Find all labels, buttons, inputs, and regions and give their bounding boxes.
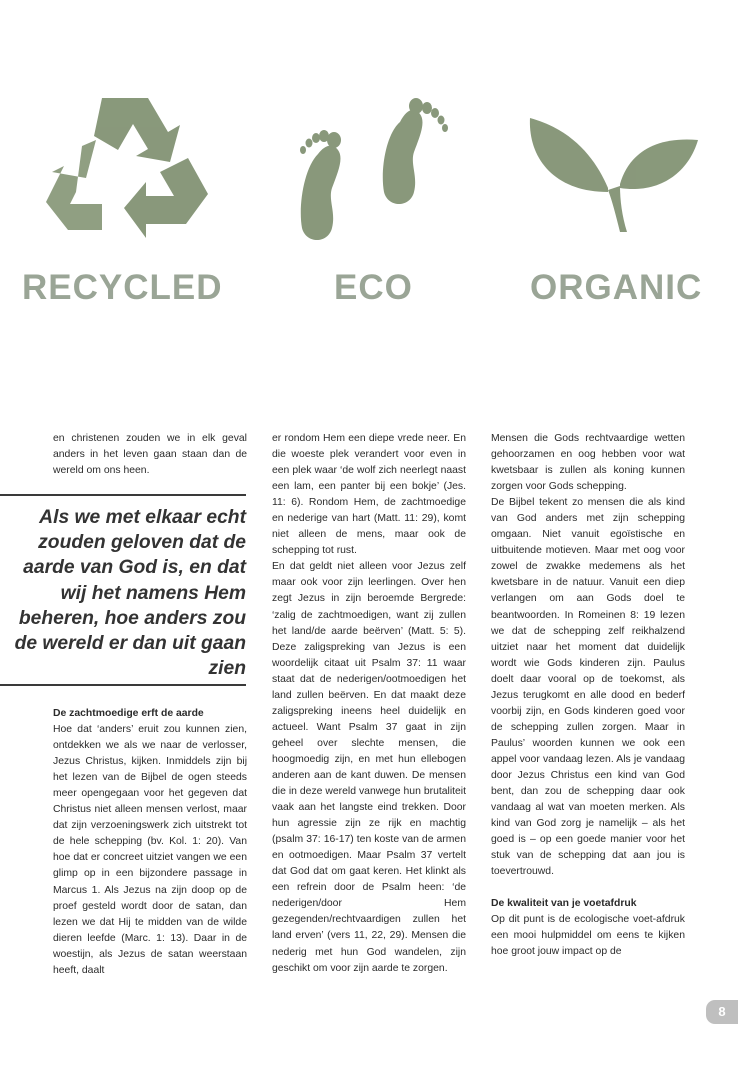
pullquote-bottom-rule: [0, 684, 246, 686]
eco-label: ECO: [334, 268, 413, 307]
body-paragraph: De Bijbel tekent zo mensen die als kind van God anders met zijn schepping omgaan. Niet vanuit egoïstische en uitbuitende motieven. Maar met oog voor zowel de zwakke medemens als het kwetsbare in de natuur. Vanuit een diep verlangen om aan Gods doel te beantwoorden. In Romeinen 8: 19 lezen we dat de schepping zelf reikhalzend uitziet naar het moment dat duidelijk wordt wie Gods kinderen zijn. Paulus doelt daar vooral op de toekomst, als Jezus terugkomt en alle dood en bederf voorbij zijn, en Gods kinderen goed voor de schepping zullen zorgen. Maar in Paulus’ woorden kunnen we ook een appel voor vandaag lezen. Als je vandaag door Jezus Christus een kind van God bent, dan zou de schepping daar ook vandaag al wat van moeten merken. Als kind van God zorg je namelijk – als het goed is – op een goede manier voor het stuk van de schepping dat aan jou is toevertrouwd.: [491, 497, 685, 878]
eco-banner: [0, 0, 738, 400]
sprout-leaves-icon: [524, 104, 704, 234]
column-3: [491, 431, 685, 961]
column-1-intro: [53, 431, 247, 479]
section-heading: De zachtmoedige erft de aarde: [53, 708, 204, 719]
body-paragraph: Mensen die Gods rechtvaardige wetten gehoorzamen en oog hebben voor wat kwetsbaar is zullen als koning kunnen zorgen voor Gods schepping.: [491, 433, 685, 493]
footprints-icon: [288, 96, 448, 246]
body-paragraph: En dat geldt niet alleen voor Jezus zelf maar ook voor zijn leerlingen. Over hen zegt Jezus in zijn beroemde Bergrede: ‘zalig de zachtmoedigen, want zij zullen het land/de aarde beërven’ (Matt. 5: 5). Deze zaligspreking van Jezus is een woordelijk citaat uit Psalm 37: 11 waar staat dat de nederigen/ootmoedigen het land zullen beërven. En dat maakt deze zaligspreking ineens heel duidelijk en actueel. Want Psalm 37 gaat in zijn geheel over slechte mensen, die hoogmoedig zijn, en met hun ellebogen anderen aan de kant duwen. De mensen die in deze wereld vanwege hun brutaliteit vaak aan het langste eind trekken. Door hun agressie zijn ze rijk en machtig (psalm 37: 16-17) ten koste van de armen en ootmoedigen. Maar Psalm 37 vertelt dat God dat om gaat keren. Het klinkt als een refrein door de Psalm heen: ‘de nederigen/door Hem gezegenden/rechtvaardigen zullen het land erven’ (vers 11, 22, 29). Mensen die nederig met hun God wandelen, zijn geschikt om voor zijn aarde te zorgen.: [272, 561, 466, 974]
column-1-body: [53, 706, 247, 979]
body-paragraph: er rondom Hem een diepe vrede neer. En die woeste plek verandert voor even in een plek waar ‘de wolf zich neerlegt naast een lam, een panter bij een bokje’ (Jes. 11: 6). Rondom Hem, de zachtmoedige en nederige van hart (Matt. 11: 29), komt niet alleen de mens, maar ook de schepping tot rust.: [272, 433, 466, 557]
intro-paragraph: en christenen zouden we in elk geval anders in het leven gaan staan dan de wereld om ons heen.: [53, 433, 247, 477]
recycle-arrows-icon: [40, 92, 210, 242]
organic-label: ORGANIC: [530, 268, 703, 307]
recycled-label: RECYCLED: [22, 268, 223, 307]
column-2: [272, 431, 466, 977]
pullquote-top-rule: [0, 494, 246, 496]
section-heading: De kwaliteit van je voetafdruk: [491, 898, 637, 910]
page-number: 8: [706, 1000, 738, 1024]
pullquote: Als we met elkaar echt zouden geloven dat de aarde van God is, en dat wij het namens Hem beheren, hoe anders zou de wereld er dan uit gaan zien: [14, 507, 246, 680]
body-paragraph: Hoe dat ‘anders’ eruit zou kunnen zien, ontdekken we als we naar de verlosser, Jezus Christus, kijken. Inmiddels zijn bij het lezen van de Bijbel de ogen steeds meer opengegaan voor het gegeven dat Christus niet alleen mensen verlost, maar dat zijn verzoeningswerk zich uitstrekt tot de hele schepping (bv. Kol. 1: 20). Van hoe dat er concreet uitziet vangen we een glimp op in een bijzondere passage in Marcus 1. Als Jezus na zijn doop op de proef gesteld wordt door de satan, dan lezen we dat Hij te midden van de wilde dieren leefde (Marc. 1: 13). Daar in de woestijn, als Jezus de satan weerstaan heeft, daalt: [53, 724, 247, 976]
body-paragraph: Op dit punt is de ecologische voet-afdruk een mooi hulpmiddel om eens te kijken hoe groot jouw impact op de: [491, 914, 685, 958]
